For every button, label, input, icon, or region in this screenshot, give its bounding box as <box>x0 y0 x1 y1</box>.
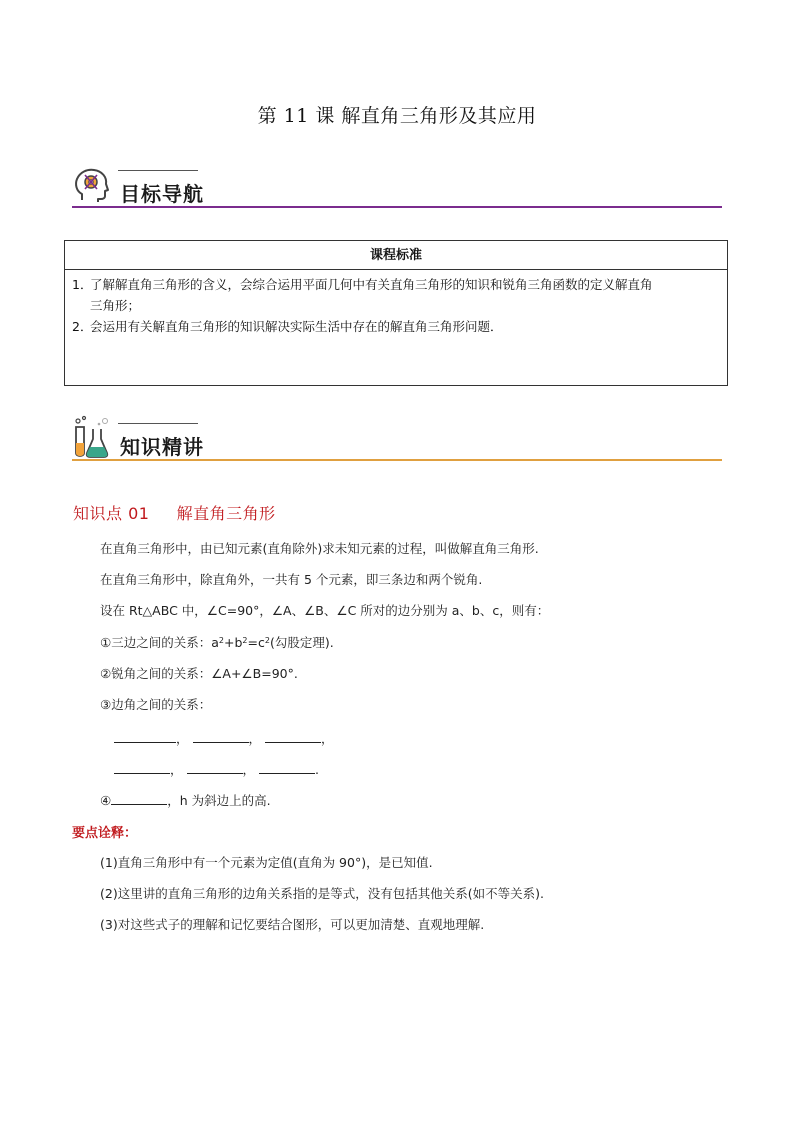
answer-blank[interactable] <box>187 761 243 774</box>
page-title: 第 11 课 解直角三角形及其应用 <box>257 105 537 127</box>
relation-angles: ②锐角之间的关系：∠A+∠B=90°. <box>100 666 298 681</box>
relation-sides: ①三边之间的关系：$a^2+b^2=c^2$(勾股定理). <box>100 635 334 650</box>
section-title-goals: 目标导航 <box>120 182 204 206</box>
standard-item-number: 2． <box>72 319 93 334</box>
answer-blank[interactable] <box>265 730 321 743</box>
paragraph-setup: 设在 Rt△ABC 中，∠C=90°，∠A、∠B、∠C 所对的边分别为 a、b、c，则有： <box>100 603 550 618</box>
section-header-goals <box>72 170 722 208</box>
header-top-rule <box>118 423 198 424</box>
answer-blank[interactable] <box>114 761 170 774</box>
section-underline-knowledge <box>72 459 722 461</box>
note-item-1: (1)直角三角形中有一个元素为定值(直角为 90°)，是已知值. <box>100 855 433 870</box>
section-underline-goals <box>72 206 722 208</box>
section-title-knowledge: 知识精讲 <box>120 435 204 459</box>
answer-blank[interactable] <box>111 792 167 805</box>
course-standard-header: 课程标准 <box>65 241 727 270</box>
standard-item-text-cont: 三角形； <box>90 298 141 313</box>
standard-item-text: 了解解直角三角形的含义，会综合运用平面几何中有关直角三角形的知识和锐角三角函数的定义解直角 <box>90 277 653 292</box>
standard-item-2 <box>65 316 727 337</box>
head-gear-icon <box>72 166 112 206</box>
answer-blank[interactable] <box>193 730 249 743</box>
blank-row-2: ， ， . <box>114 761 319 779</box>
section-header-knowledge <box>72 423 722 461</box>
paragraph-elements: 在直角三角形中，除直角外，一共有 5 个元素，即三条边和两个锐角. <box>100 572 483 587</box>
standard-item-1 <box>65 274 727 316</box>
course-standard-box <box>64 240 728 386</box>
knowledge-point-title <box>73 501 276 524</box>
standard-item-number: 1． <box>72 277 93 292</box>
answer-blank[interactable] <box>114 730 176 743</box>
note-item-3: (3)对这些式子的理解和记忆要结合图形，可以更加清楚、直观地理解. <box>100 917 485 932</box>
relation-area: ④ ，h 为斜边上的高. <box>100 793 271 808</box>
standard-item-text: 会运用有关解直角三角形的知识解决实际生活中存在的解直角三角形问题． <box>90 319 503 334</box>
note-item-2: (2)这里讲的直角三角形的边角关系指的是等式，没有包括其他关系(如不等关系). <box>100 886 544 901</box>
blank-row-1: ， ， ， <box>114 730 334 748</box>
knowledge-point-name: 解直角三角形 <box>176 504 276 523</box>
paragraph-definition: 在直角三角形中，由已知元素(直角除外)求未知元素的过程，叫做解直角三角形. <box>100 541 539 556</box>
notes-label: 要点诠释： <box>72 826 138 841</box>
flask-icon <box>72 415 112 455</box>
relation-side-angle: ③边角之间的关系： <box>100 697 212 712</box>
answer-blank[interactable] <box>259 761 315 774</box>
knowledge-point-label: 知识点 01 <box>73 504 150 523</box>
header-top-rule <box>118 170 198 171</box>
